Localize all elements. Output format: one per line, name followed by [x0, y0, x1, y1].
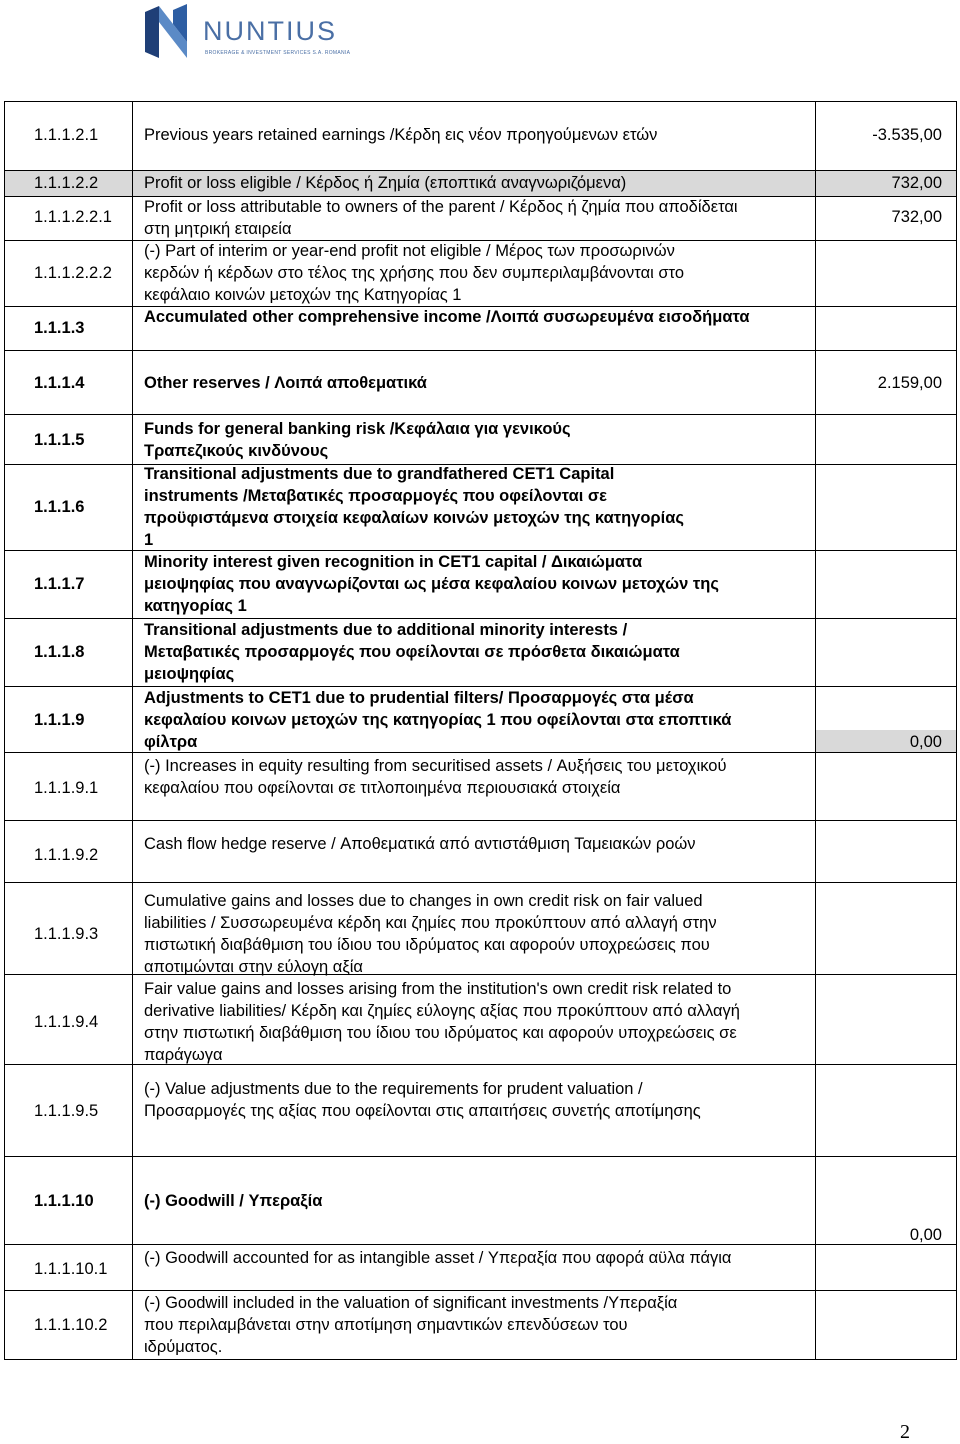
row-divider — [5, 350, 956, 351]
brand-tagline: BROKERAGE & INVESTMENT SERVICES S.A. ROMANIA — [205, 50, 351, 56]
item-description: (-) Goodwill included in the valuation of significant investments /Υπεραξία που περιλαμβάνεται στην αποτίμηση σημαντικών επενδύσεων του ιδρύματος. — [144, 1294, 678, 1356]
item-description: Other reserves / Λοιπά αποθεματικά — [144, 374, 427, 392]
item-description: Previous years retained earnings /Κέρδη εις νέον προηγούμενων ετών — [144, 126, 658, 144]
item-number: 1.1.1.10.1 — [34, 1260, 108, 1278]
item-number: 1.1.1.7 — [34, 575, 85, 593]
item-description: Minority interest given recognition in CET1 capital / Δικαιώματα μειοψηφίας που αναγνωρίζονται ως μέσα κεφαλαίου κοινων μετοχών της κατηγορίας 1 — [144, 553, 719, 615]
item-number: 1.1.1.2.2 — [34, 174, 99, 192]
column-divider — [132, 102, 133, 1359]
item-description: (-) Value adjustments due to the requirements for prudent valuation /Προσαρμογές της αξίας που οφείλονται στις απαιτήσεις συνετής αποτίμησης — [144, 1080, 701, 1120]
row-divider — [5, 1244, 956, 1245]
item-description: Fair value gains and losses arising from the institution's own credit risk related to derivative liabilities/ Κέρδη και ζημίες εύλογης αξίας που προκύπτουν από αλλαγή στην πιστωτική διαβάθμιση του ίδιου του ιδρύματος και αφορούν υποχρεώσεις σε παράγωγα — [144, 980, 740, 1064]
brand-name: NUNTIUS — [203, 16, 337, 46]
item-value: 2.159,00 — [877, 374, 942, 392]
row-divider — [5, 1156, 956, 1157]
nuntius-logo — [143, 2, 351, 64]
item-value: -3.535,00 — [872, 126, 942, 144]
column-divider — [815, 102, 816, 1359]
item-value: 732,00 — [891, 208, 942, 226]
item-number: 1.1.1.2.2.1 — [34, 208, 112, 226]
item-number: 1.1.1.9.2 — [34, 846, 99, 864]
row-divider — [5, 882, 956, 883]
item-number: 1.1.1.4 — [34, 374, 85, 392]
item-number: 1.1.1.2.2.2 — [34, 264, 112, 282]
item-number: 1.1.1.3 — [34, 319, 85, 337]
item-description: (-) Increases in equity resulting from securitised assets / Αυξήσεις του μετοχικού κεφαλαίου που οφείλονται σε τιτλοποιημένα περιουσιακά στοιχεία — [144, 757, 727, 797]
item-number: 1.1.1.9.5 — [34, 1102, 99, 1120]
item-number: 1.1.1.10 — [34, 1192, 94, 1210]
item-description: Accumulated other comprehensive income /Λοιπά συσωρευμένα εισοδήματα — [144, 308, 750, 326]
item-description: Cumulative gains and losses due to changes in own credit risk on fair valued liabilities / Συσσωρευμένα κέρδη και ζημίες που προκύπτουν από αλλαγή στην πιστωτική διαβάθμιση του ίδιου του ιδρύματος και αφορούν υποχρεώσεις που αποτιμώνται στην εύλογη αξία — [144, 892, 717, 976]
page-number: 2 — [900, 1421, 910, 1443]
row-divider — [5, 1290, 956, 1291]
item-number: 1.1.1.6 — [34, 498, 85, 516]
item-number: 1.1.1.9.4 — [34, 1013, 99, 1031]
item-number: 1.1.1.10.2 — [34, 1316, 108, 1334]
item-description: Transitional adjustments due to grandfathered CET1 Capital instruments /Μεταβατικές προσαρμογές που οφείλονται σε προϋφιστάμενα στοιχεία κεφαλαίων κοινών μετοχών της κατηγορίας 1 — [144, 465, 684, 549]
row-divider — [5, 170, 956, 171]
row-divider — [5, 414, 956, 415]
item-description: Transitional adjustments due to additional minority interests / Μεταβατικές προσαρμογές που οφείλονται σε πρόσθετα δικαιώματα μειοψηφίας — [144, 621, 680, 683]
item-number: 1.1.1.9.1 — [34, 779, 99, 797]
item-value: 0,00 — [909, 733, 942, 751]
item-description: Cash flow hedge reserve / Αποθεματικά από αντιστάθμιση Ταμειακών ροών — [144, 835, 696, 853]
item-description: Profit or loss attributable to owners of the parent / Κέρδος ή ζημία που αποδίδεται στη μητρική εταιρεία — [144, 198, 738, 238]
row-divider — [5, 820, 956, 821]
capital-items-table — [4, 101, 957, 1360]
item-description: (-) Goodwill / Υπεραξία — [144, 1192, 323, 1210]
item-number: 1.1.1.9.3 — [34, 925, 99, 943]
item-number: 1.1.1.5 — [34, 431, 85, 449]
item-number: 1.1.1.8 — [34, 643, 85, 661]
item-number: 1.1.1.9 — [34, 711, 85, 729]
item-value: 0,00 — [909, 1226, 942, 1244]
item-description: Adjustments to CET1 due to prudential filters/ Προσαρμογές στα μέσα κεφαλαίου κοινων μετοχών της κατηγορίας 1 που οφείλονται στα εποπτικά φίλτρα — [144, 689, 732, 751]
item-description: Funds for general banking risk /Κεφάλαια για γενικούς Τραπεζικούς κινδύνους — [144, 420, 571, 460]
nuntius-logo-mark-icon — [143, 2, 199, 60]
item-description: Profit or loss eligible / Κέρδος ή Ζημία (εποπτικά αναγνωριζόμενα) — [144, 174, 627, 192]
item-number: 1.1.1.2.1 — [34, 126, 99, 144]
item-value: 732,00 — [891, 174, 942, 192]
item-description: (-) Part of interim or year-end profit not eligible / Μέρος των προσωρινών κερδών ή κέρδων στο τέλος της χρήσης που δεν συμπεριλαμβάνονται στο κεφάλαιο κοινών μετοχών της Κατηγορίας 1 — [144, 242, 684, 304]
item-description: (-) Goodwill accounted for as intangible asset / Υπεραξία που αφορά αϋλα πάγια — [144, 1249, 732, 1267]
